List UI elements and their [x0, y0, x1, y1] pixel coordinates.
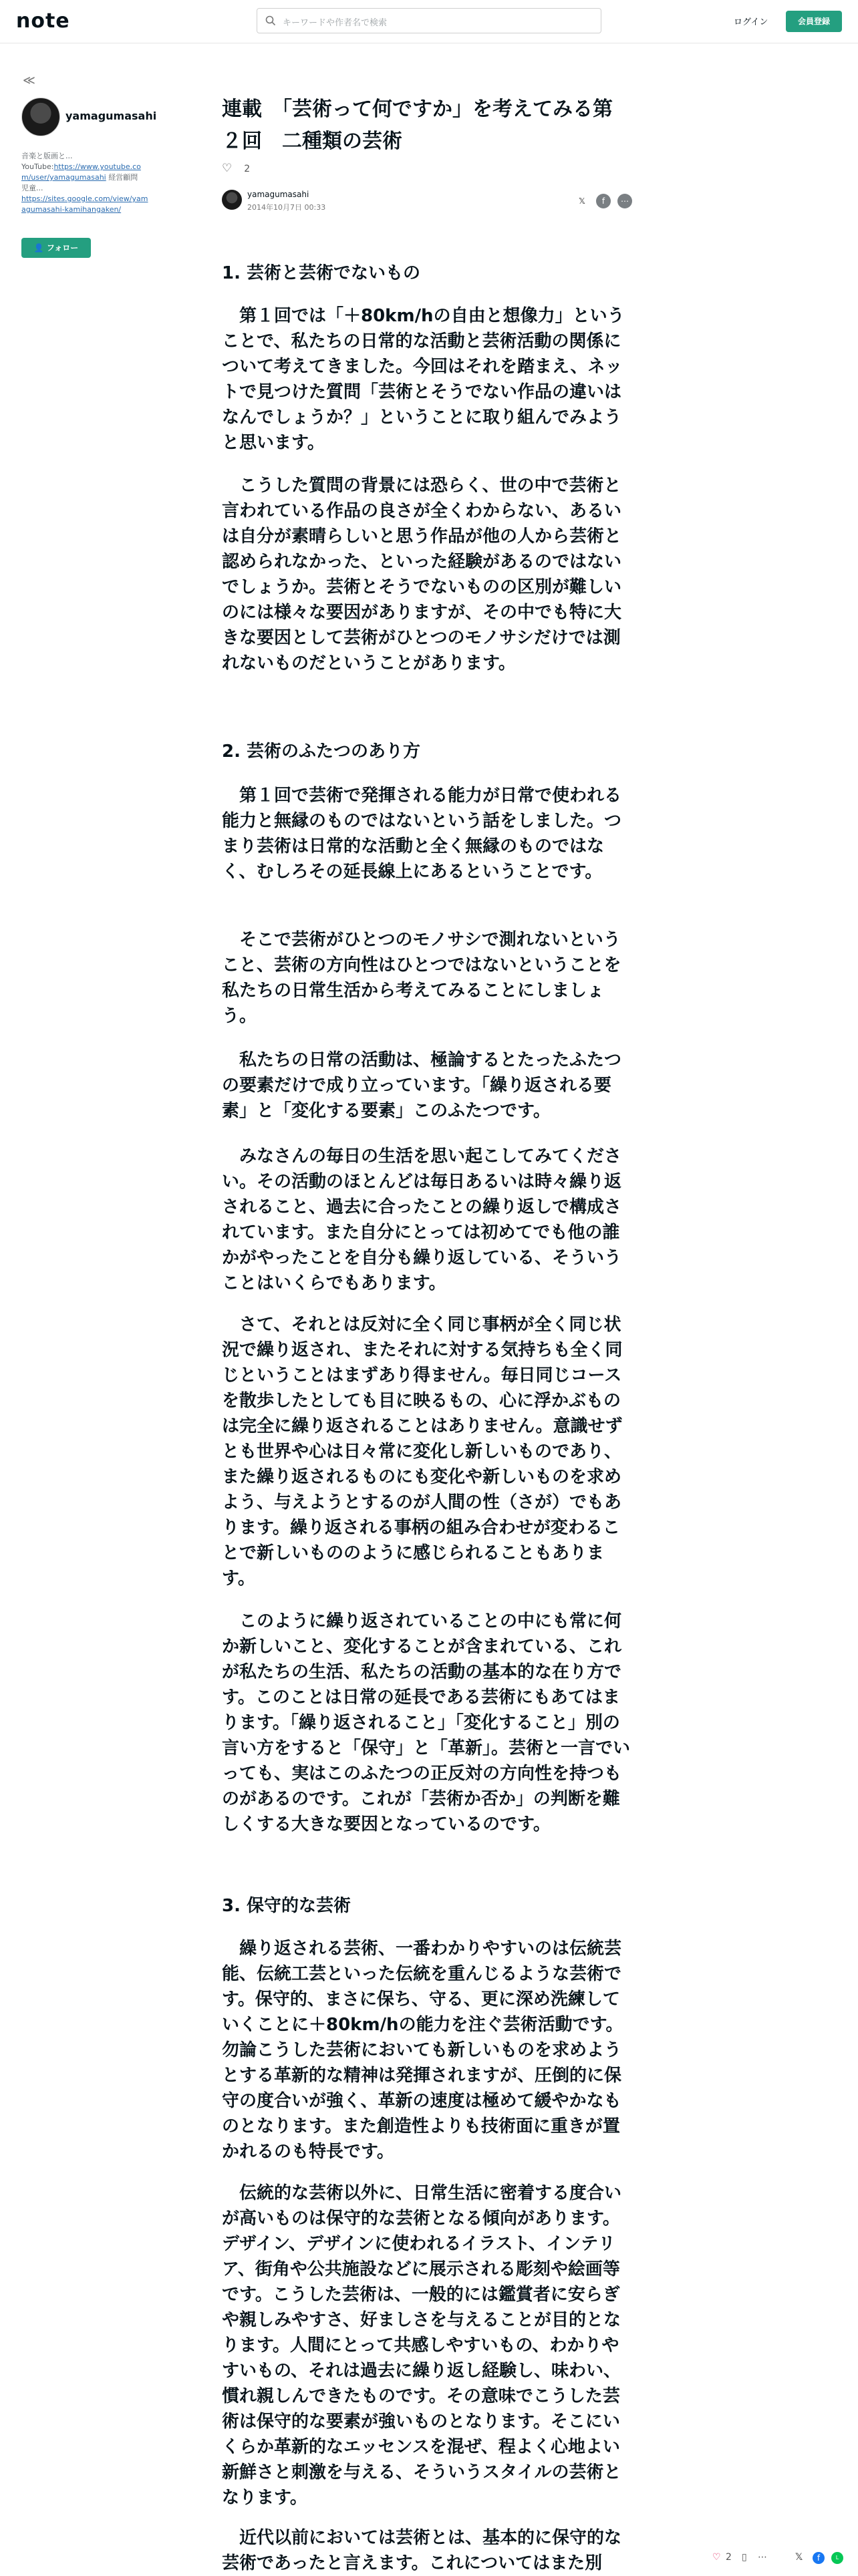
section-heading: 3. 保守的な芸術 — [222, 1896, 351, 1916]
bio-line: 児童... — [21, 184, 43, 192]
section-heading: 1. 芸術と芸術でないもの — [222, 263, 421, 283]
bio-line — [21, 162, 148, 183]
x-share-icon[interactable]: 𝕏 — [579, 196, 585, 206]
note-logo[interactable]: note — [16, 9, 70, 33]
follow-label: フォロー — [46, 243, 79, 253]
site-header — [0, 0, 858, 43]
paragraph: 私たちの日常の活動は、極論するとたったふたつの要素だけで成り立っています。「繰り返される要素」と「変化する要素」このふたつです。 — [222, 1050, 622, 1121]
section-heading: 2. 芸術のふたつのあり方 — [222, 742, 421, 762]
paragraph: そこで芸術がひとつのモノサシで測れないということ、芸術の方向性はひとつではないということを私たちの日常生活から考えてみることにしましょう。 — [222, 930, 621, 1026]
sidebar-author-name[interactable]: yamagumasahi — [65, 110, 157, 122]
login-link[interactable]: ログイン — [734, 17, 768, 27]
user-plus-icon: 👤 — [33, 243, 44, 253]
post-date: 2014年10月7日 00:33 — [247, 203, 326, 212]
heart-icon[interactable]: ♡ — [222, 162, 233, 175]
line-share-icon[interactable]: L — [831, 2552, 843, 2564]
paragraph: 伝統的な芸術以外に、日常生活に密着する度合いが高いものは保守的な芸術となる傾向があります。デザイン、デザインに使われるイラスト、インテリア、街角や公共施設などに展示される彫刻や絵画等です。こうした芸術は、一般的には鑑賞者に安らぎや親しみやすさ、好ましさを与えることが目的となります。人間にとって共感しやすいもの、わかりやすいもの、それは過去に繰り返し経験し、味わい、慣れ親しんできたものです。その意味でこうした芸術は保守的な要素が強いものとなります。そこにいくらか革新的なエッセンスを混ぜ、程よく心地よい新鮮さと刺激を与える、そういうスタイルの芸術となります。 — [222, 2183, 622, 2508]
youtube-link[interactable]: https://www.youtube.com/user/yamagumasahi — [21, 162, 141, 182]
magazine-icon[interactable]: ▯ — [742, 2552, 747, 2563]
paragraph: 繰り返される芸術、一番わかりやすいのは伝統芸能、伝統工芸といった伝統を重んじるような芸術です。保守的、まさに保ち、守る、更に深め洗練していくことに＋80km/hの能力を注ぐ芸術活動です。勿論こうした芸術においても新しいものを求めようとする革新的な精神は発揮されますが、圧倒的に保守の度合いが強く、革新の速度は極めて緩やかなものとなります。また創造性よりも技術面に重きが置かれるのも特長です。 — [222, 1939, 623, 2162]
article-title: 連載 「芸術って何ですか」を考えてみる第２回 二種類の芸術 — [222, 98, 613, 153]
author-avatar[interactable] — [21, 98, 60, 136]
like-counter[interactable] — [222, 162, 250, 175]
search-icon — [265, 15, 276, 26]
more-icon[interactable]: ⋯ — [758, 2552, 767, 2563]
x-share-icon[interactable]: 𝕏 — [795, 2552, 803, 2563]
heart-icon[interactable]: ♡ — [712, 2552, 721, 2563]
paragraph: みなさんの毎日の生活を思い起こしてみてください。その活動のほとんどは毎日あるいは時々繰り返されること、過去に合ったことの繰り返しで構成されています。また自分にとっては初めてでも他の誰かがやったことを自分も繰り返している、そういうことはいくらでもあります。 — [222, 1146, 622, 1293]
like-count: 2 — [244, 164, 251, 174]
bio-text: YouTube: — [21, 162, 54, 171]
author-avatar-small[interactable] — [222, 190, 242, 210]
paragraph: このように繰り返されていることの中にも常に何か新しいこと、変化することが含まれている、これが私たちの生活、私たちの活動の基本的な在り方です。このことは日常の延長である芸術にもあてはまります。「繰り返されること」「変化すること」別の言い方をすると「保守」と「革新」。芸術と一言でいっても、実はこのふたつの正反対の方向性を持つものがあるのです。これが「芸術か否か」の判断を難しくする大きな要因となっているのです。 — [222, 1611, 631, 1834]
like-count: 2 — [726, 2552, 732, 2563]
facebook-share-icon[interactable]: f — [596, 194, 611, 208]
site-link[interactable]: https://sites.google.com/view/yamagumasahi-kamihangaken/ — [21, 194, 148, 214]
share-buttons — [568, 194, 632, 208]
bio-text: 経営顧問 — [106, 173, 138, 182]
author-bio — [21, 151, 148, 215]
paragraph: さて、それとは反対に全く同じ事柄が全く同じ状況で繰り返され、またそれに対する気持ちも全く同じということはまずあり得ません。毎日同じコースを散歩したとしても目に映るもの、心に浮かぶものは完全に繰り返されることはありません。意識せずとも世界や心は日々常に変化し新しいものであり、また繰り返されるものにも変化や新しいものを求めよう、与えようとするのが人間の性（さが）でもあります。繰り返される事柄の組み合わせが変わることで新しいもののように感じられることもあります。 — [222, 1315, 623, 1589]
bottom-action-bar — [698, 2544, 858, 2573]
search-box[interactable] — [257, 8, 601, 33]
paragraph: 第１回で芸術で発揮される能力が日常で使われる能力と無縁のものではないという話をしました。つまり芸術は日常的な活動と全く無縁のものではなく、むしろその延長線上にあるということです。 — [222, 786, 622, 882]
paragraph: 第１回では「＋80km/hの自由と想像力」ということで、私たちの日常的な活動と芸術活動の関係について考えてきました。今回はそれを踏まえ、ネットで見つけた質問「芸術とそうでない作品の違いはなんでしょうか？」ということに取り組んでみようと思います。 — [222, 306, 625, 453]
search-input[interactable]: キーワードや作者名で検索 — [283, 18, 388, 28]
bio-line — [21, 194, 148, 215]
signup-button[interactable]: 会員登録 — [786, 11, 842, 32]
paragraph: 近代以前においては芸術とは、基本的に保守的な芸術であったと言えます。これについてはまた別 — [222, 2528, 622, 2573]
more-share-icon[interactable]: ⋯ — [617, 194, 632, 208]
author-name[interactable]: yamagumasahi — [247, 190, 309, 199]
collapse-sidebar-icon[interactable]: ≪ — [23, 73, 35, 88]
paragraph: こうした質問の背景には恐らく、世の中で芸術と言われている作品の良さが全くわからない、あるいは自分が素晴らしいと思う作品が他の人から芸術と認められなかった、といった経験があるのではないでしょうか。芸術とそうでないものの区別が難しいのには様々な要因がありますが、その中でも特に大きな要因として芸術がひとつのモノサシだけでは測れないものだということがあります。 — [222, 476, 622, 673]
facebook-share-icon[interactable]: f — [813, 2552, 825, 2564]
bio-line: 音楽と版画と... — [21, 152, 73, 160]
follow-button[interactable] — [21, 238, 91, 258]
